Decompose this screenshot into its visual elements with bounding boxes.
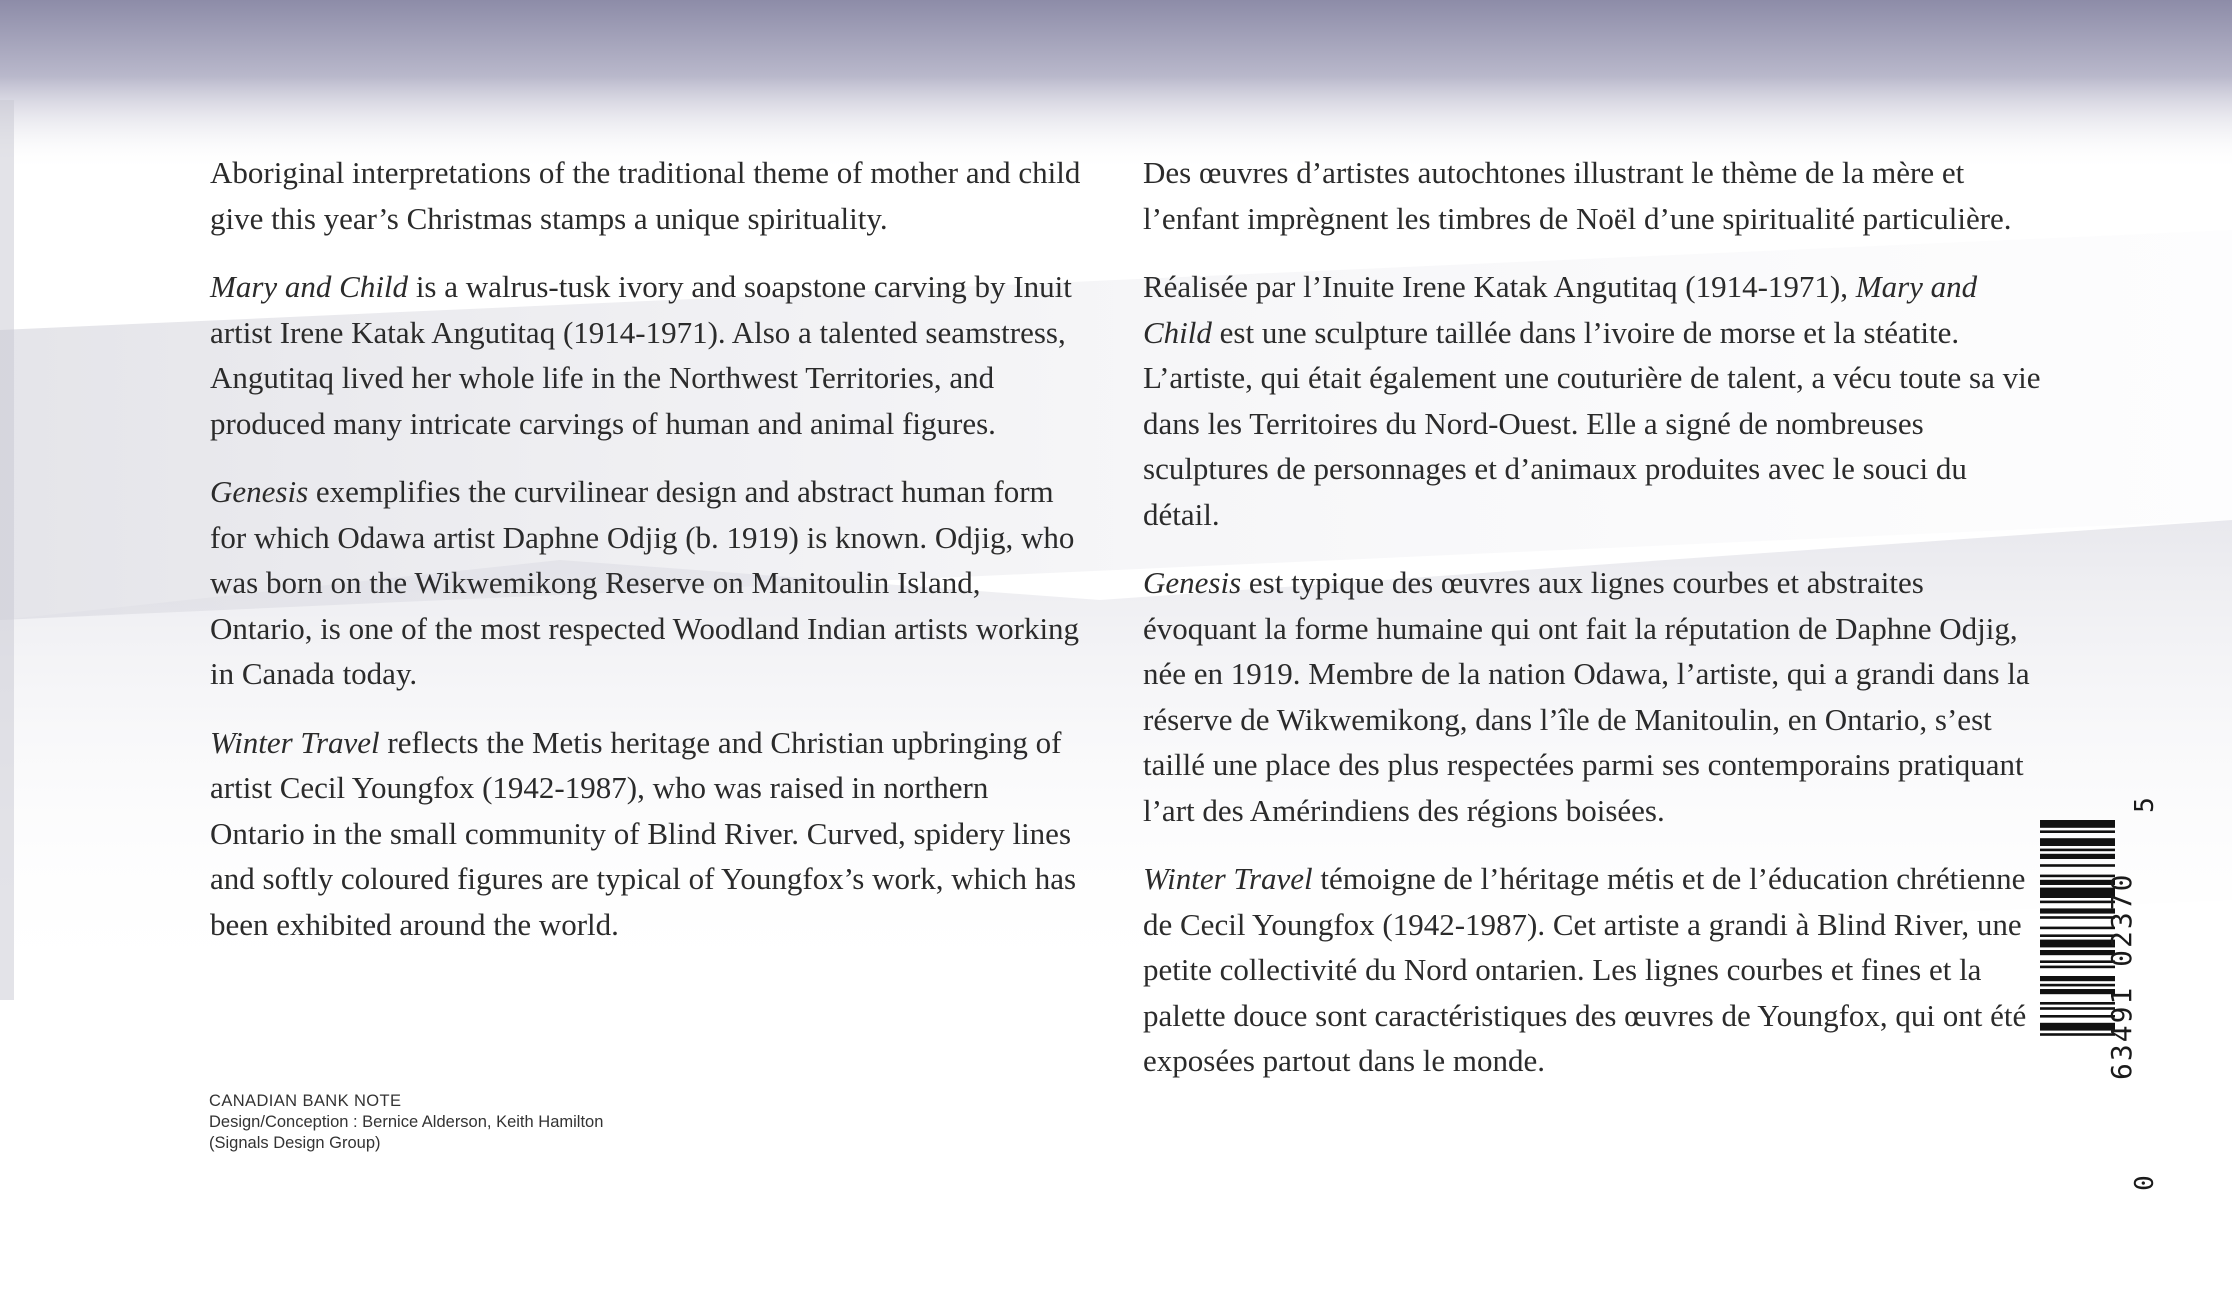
artwork-title: Mary and Child [210,269,409,304]
design-credits [209,1091,603,1154]
english-winter-travel-paragraph: Winter Travel reflects the Metis heritage and Christian upbringing of artist Cecil Youngfox (1942-1987), who was raised in northern Ontario in the small community of Blind River. Curved, spidery lines and softly coloured figures are typical of Youngfox’s work, which has been exhibited around the world. [210,724,1077,942]
barcode-check-digit: 0 [2129,1175,2160,1191]
barcode-bar [2040,976,2115,981]
barcode-bar [2040,1002,2115,1005]
barcode-bar [2040,950,2115,955]
english-intro-paragraph: Aboriginal interpretations of the traditional theme of mother and child give this year’s Christmas stamps a unique spirituality. [210,155,1081,236]
printer-credit: CANADIAN BANK NOTE [209,1092,402,1110]
barcode-bar [2040,880,2115,885]
barcode-bar [2040,864,2115,867]
french-intro-paragraph: Des œuvres d’artistes autochtones illustrant le thème de la mère et l’enfant imprègnent les timbres de Noël d’une spiritualité particulière. [1143,155,2012,236]
barcode-bar [2040,830,2115,833]
artwork-title: Mary and Child [1143,269,1978,350]
english-genesis-paragraph: Genesis exemplifies the curvilinear design and abstract human form for which Odawa artist Daphne Odjig (b. 1919) is known. Odjig, who was born on the Wikwemikong Reserve on Manitoulin Island, Ontario, is one of the most respected Woodland Indian artists working in Canada today. [210,474,1080,691]
english-text-column [210,150,1090,970]
barcode-bar [2040,908,2115,913]
barcode-bar [2040,984,2115,987]
barcode-number-system-digit: 5 [2129,797,2160,813]
barcode-bar [2040,966,2115,969]
french-winter-travel-paragraph: Winter Travel témoigne de l’héritage métis et de l’éducation chrétienne de Cecil Youngfox (1942-1987). Cet artiste a grandi à Blind River, une petite collectivité du Nord ontarien. Les lignes courbes et fines et la palette douce sont caractéristiques des œuvres de Youngfox, qui ont été exposées partout dans le monde. [1143,861,2027,1078]
artwork-title: Genesis [210,474,309,509]
barcode-bar [2040,854,2115,859]
barcode-bar [2040,1023,2115,1031]
barcode-bar [2040,875,2115,878]
artwork-title: Winter Travel [210,724,380,760]
barcode-bar [2040,916,2115,919]
artwork-title: Genesis [1143,565,1242,600]
barcode-bar [2040,1015,2115,1018]
barcode-bar [2040,820,2115,828]
barcode-bar [2040,989,2115,994]
barcode-bar [2040,849,2115,852]
english-mary-and-child-paragraph: Mary and Child is a walrus-tusk ivory and soapstone carving by Inuit artist Irene Katak Angutitaq (1914-1971). Also a talented seamstress, Angutitaq lived her whole life in the Northwest Territories, and produced many intricate carvings of human and animal figures. [210,269,1072,441]
french-mary-and-child-paragraph: Réalisée par l’Inuite Irene Katak Angutitaq (1914-1971), Mary and Child est une sculpture taillée dans l’ivoire de morse et la stéatite. L’artiste, qui était également une couturière de talent, a vécu toute sa vie dans les Territoires du Nord-Ouest. Elle a signé de nombreuses sculptures de personnages et d’animaux produites avec le souci du détail. [1143,269,2041,532]
french-genesis-paragraph: Genesis est typique des œuvres aux lignes courbes et abstraites évoquant la forme humaine qui ont fait la réputation de Daphne Odjig, née en 1919. Membre de la nation Odawa, l’artiste, qui a grandi dans la réserve de Wikwemikong, dans l’île de Manitoulin, en Ontario, s’est taillé une place des plus respectées parmi ses contemporains pratiquant l’art des Amérindiens des régions boisées. [1143,565,2030,828]
barcode-bar [2040,838,2115,846]
barcode-bar [2040,960,2115,963]
french-text-column [1143,150,2043,1107]
barcode-digits: 63491 02370 [2105,872,2138,1080]
barcode-bar [2040,1007,2115,1010]
barcode-bar [2040,940,2115,948]
barcode-bar [2040,888,2115,898]
barcode-bar [2040,934,2115,937]
barcode-bar [2040,901,2115,904]
artwork-title: Winter Travel [1143,861,1313,896]
barcode-bar [2040,927,2115,930]
design-group-credit: (Signals Design Group) [209,1134,381,1152]
designer-credit: Design/Conception : Bernice Alderson, Keith Hamilton [209,1113,604,1131]
barcode [2040,790,2160,1190]
barcode-bar [2040,1033,2115,1036]
